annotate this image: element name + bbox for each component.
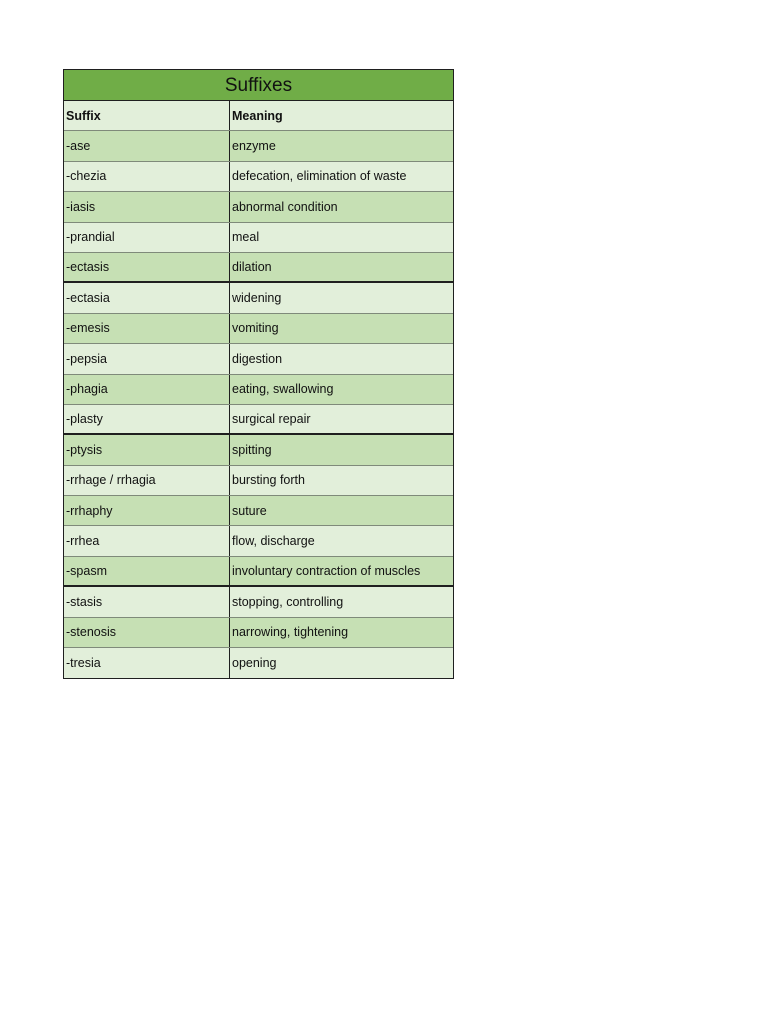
meaning-cell: surgical repair [232,412,311,427]
table-row [64,405,453,435]
meaning-cell: spitting [232,442,272,457]
meaning-cell: opening [232,656,277,671]
header-meaning: Meaning [232,108,283,123]
table-row [64,223,453,253]
suffix-cell: -prandial [64,223,230,252]
suffix-cell: -stenosis [64,618,230,647]
suffix-cell: -iasis [64,192,230,221]
table-row [64,375,453,405]
suffix-cell: -rrhaphy [64,496,230,525]
meaning-cell: defecation, elimination of waste [232,169,407,184]
suffix-cell: -phagia [64,375,230,404]
table-row [64,131,453,161]
meaning-cell: narrowing, tightening [232,625,349,640]
meaning-cell: enzyme [232,139,276,154]
table-row [64,526,453,556]
table-row [64,435,453,465]
table-row [64,253,453,283]
table-row [64,344,453,374]
suffix-cell: -plasty [64,405,230,433]
meaning-cell: dilation [232,260,272,275]
table-row [64,587,453,617]
meaning-cell: involuntary contraction of muscles [232,564,421,579]
suffix-cell: -rrhea [64,526,230,555]
meaning-cell: flow, discharge [232,534,315,549]
suffix-cell: -ectasis [64,253,230,281]
table-row [64,648,453,678]
suffix-cell: -ptysis [64,435,230,464]
suffix-cell: -chezia [64,162,230,191]
suffixes-table [63,69,454,679]
meaning-cell: vomiting [232,321,279,336]
meaning-cell: stopping, controlling [232,594,344,609]
suffix-cell: -rrhage / rrhagia [64,466,230,495]
meaning-cell: meal [232,230,260,245]
table-title: Suffixes [64,70,453,101]
suffix-cell: -spasm [64,557,230,585]
table-row [64,283,453,313]
table-row [64,557,453,587]
table-row [64,496,453,526]
meaning-cell: digestion [232,351,283,366]
table-row [64,162,453,192]
table-row [64,192,453,222]
suffix-cell: -stasis [64,587,230,616]
meaning-cell: bursting forth [232,473,305,488]
table-header-row [64,101,453,131]
meaning-cell: widening [232,291,282,306]
suffix-cell: -ectasia [64,283,230,312]
table-body [64,131,453,678]
meaning-cell: eating, swallowing [232,382,334,397]
table-row [64,466,453,496]
header-suffix: Suffix [64,101,230,130]
table-row [64,618,453,648]
suffix-cell: -ase [64,131,230,160]
table-row [64,314,453,344]
suffix-cell: -pepsia [64,344,230,373]
suffix-cell: -tresia [64,648,230,678]
meaning-cell: suture [232,503,267,518]
meaning-cell: abnormal condition [232,199,338,214]
suffix-cell: -emesis [64,314,230,343]
